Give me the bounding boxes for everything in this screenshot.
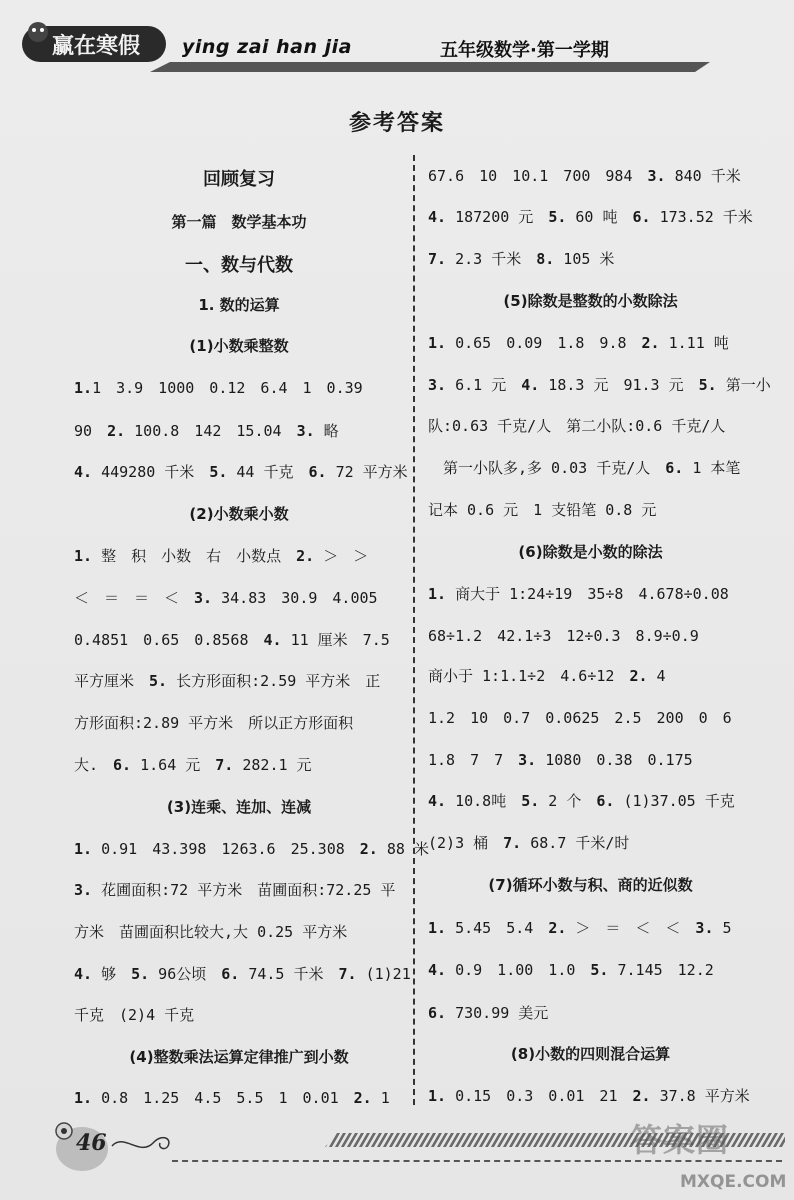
answer-text: (1)37.05 千克 — [614, 792, 735, 810]
question-number: 5. — [209, 463, 228, 481]
question-number: 7. — [338, 965, 357, 983]
answer-line — [428, 917, 732, 938]
question-number: 6. — [428, 1004, 447, 1022]
column-divider — [413, 155, 415, 1105]
answer-line — [428, 206, 753, 227]
answer-text: ＜ ＝ ＝ ＜ — [74, 589, 195, 607]
question-number: 4. — [74, 965, 93, 983]
question-number: 6. — [596, 792, 615, 810]
series-pinyin: ying zai han jia — [182, 36, 352, 58]
answer-text: 花圃面积:72 平方米 苗圃面积:72.25 平 — [92, 881, 396, 899]
question-number: 4. — [521, 376, 540, 394]
question-number: 6. — [632, 208, 651, 226]
answer-text: 1.8 7 7 — [428, 751, 519, 769]
question-number: 3. — [74, 881, 93, 899]
answer-text: 173.52 千米 — [650, 208, 753, 226]
answer-text: 74.5 千米 — [239, 965, 339, 983]
answer-line — [74, 545, 368, 566]
answer-text: 88 米 — [377, 840, 429, 858]
question-number: 7. — [503, 834, 522, 852]
question-number: 4. — [263, 631, 282, 649]
question-number: 6. — [221, 965, 240, 983]
question-number: 5. — [698, 376, 717, 394]
answer-text: 1 3.9 1000 0.12 6.4 1 0.39 — [92, 379, 363, 397]
question-number: 1. — [74, 1089, 93, 1107]
answer-text: 4 — [647, 667, 666, 685]
chapter-heading: 一、数与代数 — [185, 255, 293, 276]
topic-heading: (7)循环小数与积、商的近似数 — [488, 876, 693, 894]
question-number: 3. — [695, 919, 714, 937]
answer-line — [428, 248, 614, 269]
answer-line — [428, 1085, 750, 1106]
answer-line — [74, 879, 395, 900]
answer-text: 记本 0.6 元 1 支铅笔 0.8 元 — [428, 501, 657, 519]
question-number: 2. — [107, 422, 126, 440]
answer-text: (2)3 桶 — [428, 834, 504, 852]
question-number: 3. — [428, 376, 447, 394]
topic-heading: (8)小数的四则混合运算 — [510, 1045, 671, 1063]
answer-line — [74, 754, 312, 775]
answer-text: 1.11 吨 — [659, 334, 729, 352]
header-bar — [150, 62, 710, 72]
book-logo — [18, 20, 170, 66]
part-heading: 第一篇 数学基本功 — [171, 213, 307, 231]
question-number: 5. — [149, 672, 168, 690]
question-number: 2. — [548, 919, 567, 937]
question-number: 3. — [194, 589, 213, 607]
answer-text: 方米 苗圃面积比较大,大 0.25 平方米 — [74, 923, 348, 941]
answer-text: 18.3 元 91.3 元 — [539, 376, 699, 394]
answer-line — [428, 457, 740, 478]
subsection-heading: 1. 数的运算 — [198, 296, 280, 314]
topic-heading: (4)整数乘法运算定律推广到小数 — [129, 1048, 349, 1066]
topic-heading: (2)小数乘小数 — [189, 505, 289, 523]
page-number: 46 — [76, 1130, 107, 1156]
question-number: 4. — [428, 208, 447, 226]
book-title: 五年级数学·第一学期 — [440, 40, 609, 61]
answer-line — [428, 374, 771, 395]
answer-line — [74, 587, 378, 608]
watermark-logo: 答案圈 — [630, 1121, 730, 1159]
question-number: 1. — [428, 1087, 447, 1105]
answer-line — [74, 377, 363, 398]
answer-text: 0.91 43.398 1263.6 25.308 — [92, 840, 360, 858]
answer-text: 100.8 142 15.04 — [125, 422, 297, 440]
answer-text: (1)21 — [356, 965, 411, 983]
answer-text: 2.3 千米 — [446, 250, 537, 268]
topic-heading: (6)除数是小数的除法 — [518, 543, 663, 561]
answer-text: 0.15 0.3 0.01 21 — [446, 1087, 633, 1105]
answer-text: 0.8 1.25 4.5 5.5 1 0.01 — [92, 1089, 354, 1107]
answer-line — [428, 1002, 548, 1023]
answer-line — [74, 1004, 194, 1025]
answer-text: 5 — [713, 919, 732, 937]
answer-text: 7.145 12.2 — [608, 961, 714, 979]
answer-text: 商小于 1:1.1÷2 4.6÷12 — [428, 667, 630, 685]
answer-line — [428, 707, 732, 728]
answer-text: 10.8吨 — [446, 792, 522, 810]
answer-text: 1 — [371, 1089, 390, 1107]
answer-text: 1.64 元 — [131, 756, 216, 774]
answer-text: ＞ ＝ ＜ ＜ — [566, 919, 696, 937]
question-number: 5. — [521, 792, 540, 810]
answer-text: 1 本笔 — [683, 459, 741, 477]
answer-text: 67.6 10 10.1 700 984 — [428, 167, 648, 185]
topic-heading: (1)小数乘整数 — [189, 337, 289, 355]
answer-text: 68.7 千米/时 — [521, 834, 630, 852]
question-number: 2. — [359, 840, 378, 858]
answer-text: 68÷1.2 42.1÷3 12÷0.3 8.9÷0.9 — [428, 627, 699, 645]
answer-text: 60 吨 — [566, 208, 633, 226]
question-number: 7. — [428, 250, 447, 268]
answer-text: 6.1 元 — [446, 376, 522, 394]
question-number: 5. — [590, 961, 609, 979]
answer-text: 96公顷 — [149, 965, 222, 983]
answer-line — [428, 165, 741, 186]
question-number: 1. — [74, 840, 93, 858]
answer-text: 72 平方米 — [326, 463, 408, 481]
answer-text: 37.8 平方米 — [650, 1087, 750, 1105]
answer-line — [74, 461, 408, 482]
answer-text: 第一小 — [716, 376, 771, 394]
answer-text: ＞ ＞ — [314, 547, 369, 565]
question-number: 5. — [131, 965, 150, 983]
question-number: 1. — [428, 919, 447, 937]
answer-text: 略 — [314, 422, 339, 440]
question-number: 2. — [641, 334, 660, 352]
question-number: 8. — [536, 250, 555, 268]
answer-text: 105 米 — [554, 250, 615, 268]
answer-text: 2 个 — [539, 792, 597, 810]
question-number: 3. — [518, 751, 537, 769]
question-number: 1. — [74, 379, 93, 397]
page-title: 参考答案 — [348, 111, 445, 136]
answer-text: 0.4851 0.65 0.8568 — [74, 631, 264, 649]
answer-text: 840 千米 — [665, 167, 741, 185]
answer-text: 商大于 1:24÷19 35÷8 4.678÷0.08 — [446, 585, 729, 603]
answer-text: 0.9 1.00 1.0 — [446, 961, 591, 979]
answer-text: 1.2 10 0.7 0.0625 2.5 200 0 6 — [428, 709, 732, 727]
answer-line — [428, 790, 735, 811]
answer-text: 方形面积:2.89 平方米 所以正方形面积 — [74, 714, 354, 732]
answer-text: 整 积 小数 右 小数点 — [92, 547, 297, 565]
answer-line — [428, 499, 656, 520]
answer-line — [428, 332, 729, 353]
question-number: 6. — [113, 756, 132, 774]
answer-text: 平方厘米 — [74, 672, 150, 690]
answer-line — [74, 1087, 390, 1108]
answer-text: 够 — [92, 965, 132, 983]
section-heading: 回顾复习 — [203, 169, 275, 190]
answer-line — [428, 959, 714, 980]
topic-heading: (5)除数是整数的小数除法 — [503, 292, 678, 310]
question-number: 4. — [428, 792, 447, 810]
answer-text: 90 — [74, 422, 108, 440]
answer-text: 44 千克 — [227, 463, 309, 481]
answer-text: 187200 元 — [446, 208, 549, 226]
answer-line — [428, 415, 725, 436]
question-number: 2. — [629, 667, 648, 685]
answer-line — [74, 420, 339, 441]
swirl-ornament-icon — [110, 1128, 180, 1158]
question-number: 5. — [548, 208, 567, 226]
answer-text: 730.99 美元 — [446, 1004, 549, 1022]
answer-text: 0.65 0.09 1.8 9.8 — [446, 334, 642, 352]
question-number: 2. — [353, 1089, 372, 1107]
answer-text: 282.1 元 — [233, 756, 312, 774]
answer-text: 第一小队多,多 0.03 千克/人 — [428, 459, 666, 477]
question-number: 4. — [428, 961, 447, 979]
answer-line — [428, 665, 666, 686]
answer-line — [428, 625, 699, 646]
question-number: 1. — [74, 547, 93, 565]
question-number: 2. — [296, 547, 315, 565]
question-number: 6. — [308, 463, 327, 481]
answer-line — [74, 838, 429, 859]
question-number: 3. — [296, 422, 315, 440]
answer-line — [74, 670, 380, 691]
logo-text: 赢在寒假 — [51, 34, 141, 59]
answer-line — [428, 832, 629, 853]
answer-text: 长方形面积:2.59 平方米 正 — [167, 672, 381, 690]
question-number: 1. — [428, 334, 447, 352]
answer-line — [74, 629, 390, 650]
question-number: 2. — [632, 1087, 651, 1105]
answer-text: 千克 (2)4 千克 — [74, 1006, 195, 1024]
topic-heading: (3)连乘、连加、连减 — [166, 798, 312, 816]
question-number: 6. — [665, 459, 684, 477]
answer-line — [74, 712, 353, 733]
question-number: 1. — [428, 585, 447, 603]
answer-line — [74, 963, 411, 984]
answer-line — [428, 583, 729, 604]
answer-text: 34.83 30.9 4.005 — [212, 589, 378, 607]
answer-text: 队:0.63 千克/人 第二小队:0.6 千克/人 — [428, 417, 726, 435]
question-number: 7. — [215, 756, 234, 774]
answer-line — [74, 921, 347, 942]
answer-text: 5.45 5.4 — [446, 919, 549, 937]
answer-text: 11 厘米 7.5 — [281, 631, 390, 649]
answer-line — [428, 749, 693, 770]
answer-text: 1080 0.38 0.175 — [536, 751, 693, 769]
question-number: 3. — [647, 167, 666, 185]
answer-text: 大. — [74, 756, 114, 774]
question-number: 4. — [74, 463, 93, 481]
answer-text: 449280 千米 — [92, 463, 210, 481]
watermark-url: MXQE.COM — [680, 1172, 787, 1192]
